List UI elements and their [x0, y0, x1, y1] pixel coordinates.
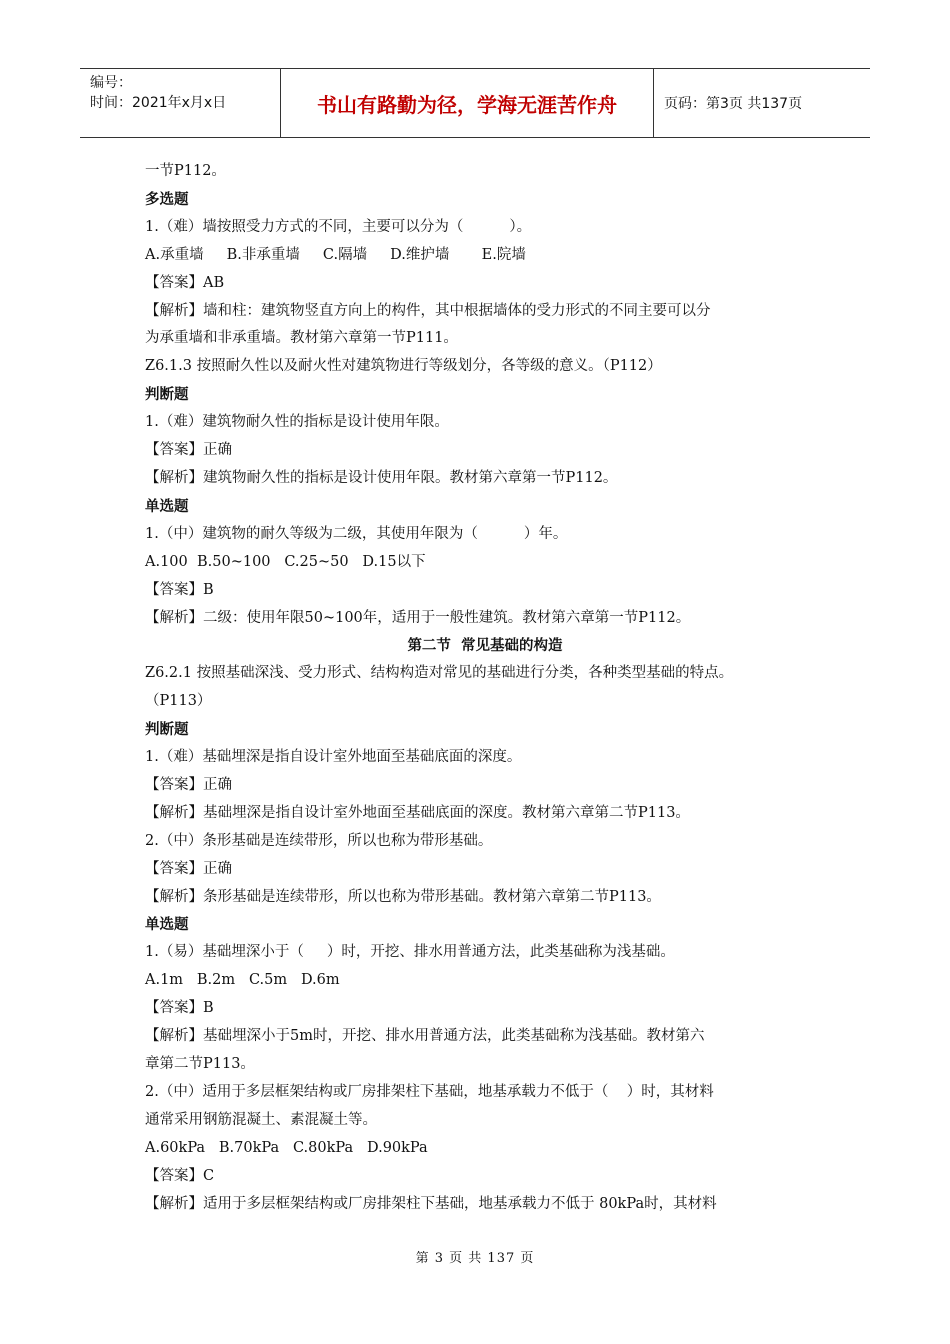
text-line: （P113） — [145, 693, 212, 710]
page-info: 页码：第3页 共137页 — [664, 96, 803, 112]
text-line: 章第二节P113。 — [145, 1056, 255, 1072]
section-heading: 单选题 — [145, 916, 189, 934]
text-line: 【答案】AB — [145, 274, 225, 291]
text-line: 【解析】适用于多层框架结构或厂房排架柱下基础，地基承载力不低于 80kPa时，其材料 — [145, 1195, 717, 1212]
header-motto-cell — [281, 69, 654, 137]
text-line: Z6.2.1 按照基础深浅、受力形式、结构构造对常见的基础进行分类，各种类型基础的特点。 — [145, 665, 734, 682]
text-line: 【答案】B — [145, 1000, 214, 1017]
text-line: 【答案】正确 — [145, 860, 232, 877]
text-line: 【解析】建筑物耐久性的指标是设计使用年限。教材第六章第一节P112。 — [145, 469, 618, 486]
text-line: 【答案】正确 — [145, 442, 232, 459]
text-line: 为承重墙和非承重墙。教材第六章第一节P111。 — [145, 330, 458, 347]
text-line: 通常采用钢筋混凝土、素混凝土等。 — [145, 1111, 377, 1128]
text-line: 2.（中）条形基础是连续带形，所以也称为带形基础。 — [145, 832, 493, 849]
number-label: 编号： — [90, 75, 132, 91]
text-line: 1.（易）基础埋深小于（ ）时，开挖、排水用普通方法，此类基础称为浅基础。 — [145, 944, 675, 961]
text-line: 1.（难）建筑物耐久性的指标是设计使用年限。 — [145, 414, 449, 431]
text-line: 一节P112。 — [145, 163, 226, 179]
text-line: 【解析】基础埋深是指自设计室外地面至基础底面的深度。教材第六章第二节P113。 — [145, 804, 690, 821]
date-label: 时间：2021年x月x日 — [90, 95, 227, 111]
motto: 书山有路勤为径，学海无涯苦作舟 — [317, 92, 617, 117]
section-heading: 多选题 — [145, 190, 189, 208]
text-line: 【答案】正确 — [145, 776, 232, 793]
text-line: 1.（中）建筑物的耐久等级为二级，其使用年限为（ ）年。 — [145, 525, 568, 542]
page-header — [80, 68, 870, 138]
text-line: Z6.1.3 按照耐久性以及耐火性对建筑物进行等级划分，各等级的意义。（P112） — [145, 358, 662, 375]
text-line: 【答案】C — [145, 1167, 215, 1184]
section-heading: 单选题 — [145, 497, 189, 515]
text-line: 【解析】基础埋深小于5m时，开挖、排水用普通方法，此类基础称为浅基础。教材第六 — [145, 1028, 705, 1045]
text-line: 【解析】二级：使用年限50~100年，适用于一般性建筑。教材第六章第一节P112。 — [145, 609, 691, 626]
text-line: 【解析】条形基础是连续带形，所以也称为带形基础。教材第六章第二节P113。 — [145, 888, 661, 905]
header-page-cell — [654, 69, 870, 137]
text-line: 1.（难）基础埋深是指自设计室外地面至基础底面的深度。 — [145, 749, 522, 766]
section-heading: 判断题 — [145, 721, 189, 739]
document-body — [145, 158, 825, 1218]
text-line: 【解析】墙和柱：建筑物竖直方向上的构件，其中根据墙体的受力形式的不同主要可以分 — [145, 302, 711, 319]
text-line: A.60kPa B.70kPa C.80kPa D.90kPa — [145, 1139, 428, 1156]
text-line: 【答案】B — [145, 581, 214, 598]
section-heading: 判断题 — [145, 386, 189, 404]
header-meta-cell — [80, 69, 281, 137]
text-line: A.100 B.50~100 C.25~50 D.15以下 — [145, 553, 426, 570]
text-line: 2.（中）适用于多层框架结构或厂房排架柱下基础，地基承载力不低于（ ）时，其材料 — [145, 1083, 714, 1100]
text-line: A.1m B.2m C.5m D.6m — [145, 972, 340, 989]
page-footer: 第 3 页 共 137 页 — [415, 1251, 535, 1266]
text-line: A.承重墙 B.非承重墙 C.隔墙 D.维护墙 E.院墙 — [145, 246, 526, 263]
section-heading: 第二节 常见基础的构造 — [407, 637, 563, 655]
text-line: 1.（难）墙按照受力方式的不同，主要可以分为（ ）。 — [145, 218, 532, 235]
